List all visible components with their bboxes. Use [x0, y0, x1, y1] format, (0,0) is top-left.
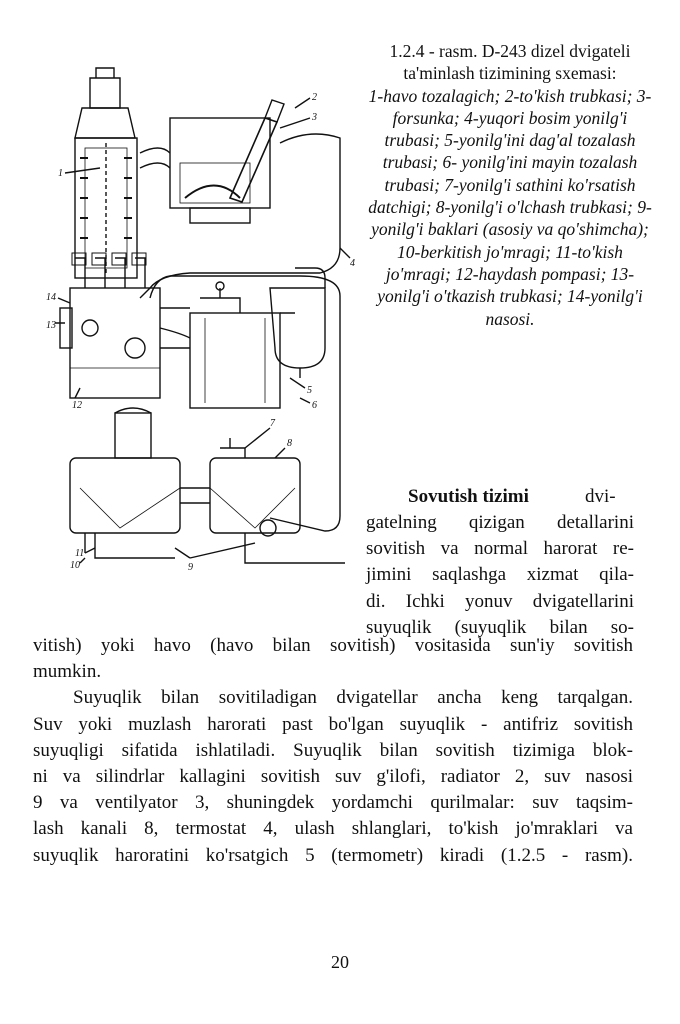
- caption-item: 13-yonilg'i o'tkazish trubkasi;: [377, 263, 635, 307]
- svg-text:11: 11: [75, 548, 85, 559]
- paragraph-body: [33, 633, 633, 869]
- caption-item: 5-yonilg'ini dag'al tozalash trubasi;: [382, 130, 636, 173]
- air-cleaner-drawing: [75, 68, 137, 278]
- fuel-system-diagram: [40, 48, 385, 593]
- text-line: suyuqlik (suyuqlik bilan so-: [366, 616, 634, 638]
- text-line: suyuqligi sifatida ishlatiladi. Suyuqlik bilan sovitish tizimiga blok-: [33, 739, 633, 761]
- svg-text:8: 8: [287, 438, 292, 449]
- caption-item: 6- yonilg'ini mayin tozalash trubasi;: [384, 152, 638, 195]
- heading-continuation: dvi-: [585, 486, 616, 507]
- svg-text:3: 3: [312, 112, 317, 123]
- svg-text:12: 12: [72, 400, 82, 411]
- fuel-filters-drawing: [190, 282, 325, 408]
- page-number: 20: [331, 952, 349, 972]
- svg-text:6: 6: [312, 400, 317, 411]
- svg-text:14: 14: [46, 292, 56, 303]
- svg-text:1: 1: [58, 168, 63, 179]
- text-line: 9 va ventilyator 3, shuningdek yordamchi qurilmalar: suv taqsim-: [33, 792, 633, 814]
- text-line: lash kanali 8, termostat 4, ulash shlanglari, to'kish jo'mraklari va: [33, 818, 633, 840]
- caption-item: 4-yuqori bosim yonilg'i trubasi;: [384, 107, 628, 151]
- caption-item: 3-forsunka;: [392, 85, 652, 128]
- text-line: gatelning qizigan detallarini: [366, 512, 634, 533]
- svg-text:7: 7: [270, 418, 275, 429]
- text-line: Suv yoki muzlash harorati past bo'lgan suyuqlik - antifriz sovitish: [33, 713, 633, 735]
- text-line: suyuqlik haroratini ko'rsatgich 5 (termometr) kiradi (1.2.5 - rasm).: [33, 844, 633, 866]
- caption-item: 10-berkitish jo'mragi;: [397, 241, 556, 262]
- text-line: jimini saqlashga xizmat qila-: [366, 564, 634, 586]
- caption-item: 11-to'kish jo'mragi;: [385, 241, 623, 284]
- cylinder-head-drawing: [140, 100, 284, 223]
- section-heading: Sovutish tizimi: [408, 486, 529, 507]
- fuel-tanks-drawing: [70, 408, 345, 563]
- svg-text:2: 2: [312, 92, 317, 103]
- figure-caption: [365, 40, 655, 330]
- svg-text:9: 9: [188, 562, 193, 573]
- text-line: di. Ichki yonuv dvigatellarini: [366, 590, 634, 612]
- caption-item: 1-havo tozalagich;: [368, 85, 505, 106]
- text-line: Suyuqlik bilan sovitiladigan dvigatellar ancha keng tarqalgan.: [73, 687, 633, 709]
- caption-item: 7-yonilg'i sathini ko'rsatish datchigi;: [368, 174, 636, 218]
- text-line: ni va silindrlar kallagini sovitish suv g'ilofi, radiator 2, suv nasosi: [33, 766, 633, 788]
- svg-text:5: 5: [307, 385, 312, 396]
- text-line: mumkin.: [33, 661, 102, 683]
- caption-item: 8-yonilg'i o'lchash trubkasi;: [435, 197, 638, 218]
- caption-item: 12-haydash pompasi;: [455, 263, 611, 284]
- caption-item: 9-yonilg'i baklari (asosiy va qo'shimcha);: [371, 197, 652, 240]
- svg-text:13: 13: [46, 320, 56, 331]
- paragraph-wrapped: [366, 510, 634, 641]
- text-line: vitish) yoki havo (havo bilan sovitish) vositasida sun'iy sovitish: [33, 635, 633, 656]
- svg-text:10: 10: [70, 560, 80, 571]
- svg-text:4: 4: [350, 258, 355, 269]
- caption-title: 1.2.4 - rasm. D-243 dizel dvigateli ta'minlash tizimining sxemasi:: [389, 41, 631, 84]
- caption-item: 2-to'kish trubkasi;: [504, 85, 637, 106]
- text-line: sovitish va normal harorat re-: [366, 538, 634, 560]
- caption-item: 14-yonilg'i nasosi.: [485, 286, 643, 329]
